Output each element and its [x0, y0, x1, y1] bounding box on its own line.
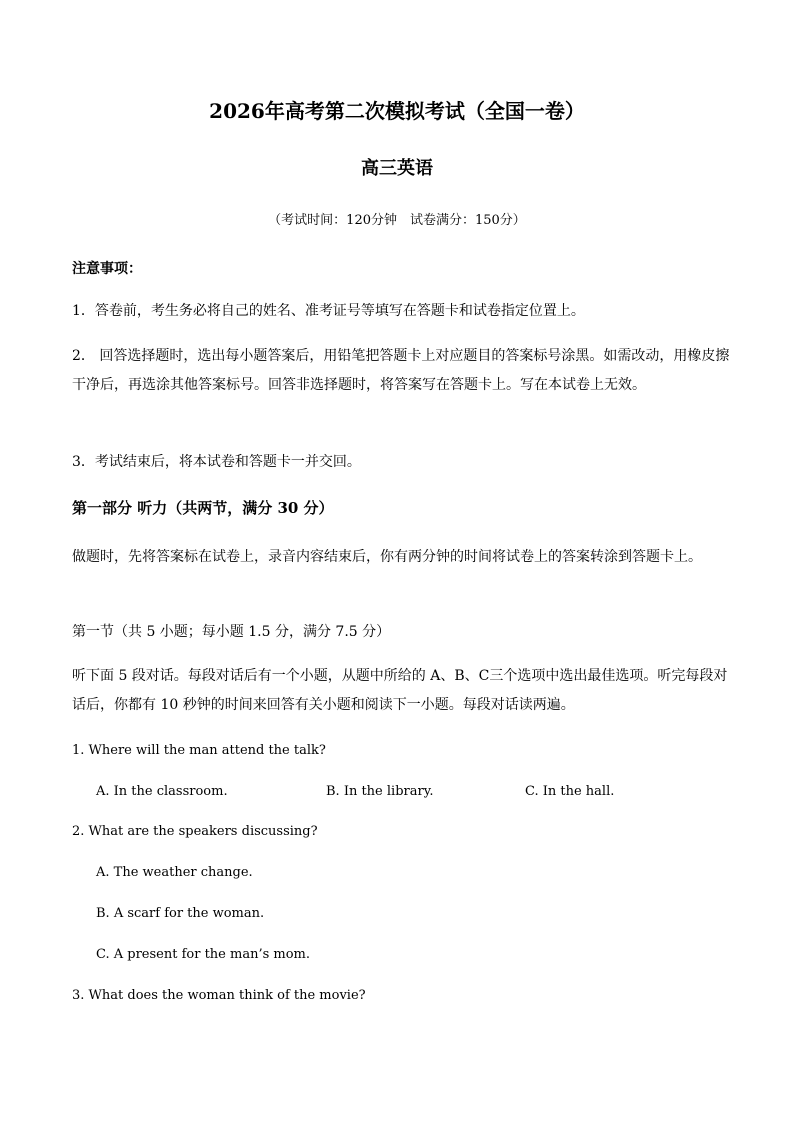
question-2-option-a: A. The weather change. — [96, 865, 253, 880]
notice-item-2: 2． 回答选择题时，选出每小题答案后，用铅笔把答题卡上对应题目的答案标号涂黑。如需改动，用橡皮擦干净后，再选涂其他答案标号。回答非选择题时，将答案写在答题卡上。写在本试卷上无效。 — [72, 348, 730, 393]
exam-time-and-score: （考试时间：120分钟 试卷满分：150分） — [268, 213, 526, 228]
notice-heading: 注意事项： — [72, 261, 142, 277]
part1-instructions: 做题时，先将答案标在试卷上，录音内容结束后，你有两分钟的时间将试卷上的答案转涂到答题卡上。 — [72, 549, 702, 565]
notice-item-3: 3．考试结束后，将本试卷和答题卡一并交回。 — [72, 454, 361, 470]
question-2-option-c: C. A present for the man’s mom. — [96, 947, 310, 962]
part1-heading: 第一部分 听力（共两节，满分 30 分） — [72, 499, 334, 517]
exam-title: 2026年高考第二次模拟考试（全国一卷） — [209, 99, 585, 123]
section1-heading: 第一节（共 5 小题；每小题 1.5 分，满分 7.5 分） — [72, 624, 391, 640]
question-1-option-b: B. In the library. — [326, 784, 434, 799]
question-1-option-a: A. In the classroom. — [96, 784, 228, 799]
question-1-options — [96, 779, 736, 805]
question-2-stem: 2. What are the speakers discussing? — [72, 824, 318, 839]
question-3-stem: 3. What does the woman think of the movie? — [72, 988, 366, 1003]
notice-item-1: 1．答卷前，考生务必将自己的姓名、准考证号等填写在答题卡和试卷指定位置上。 — [72, 303, 585, 319]
question-2-option-b: B. A scarf for the woman. — [96, 906, 265, 921]
question-1-stem: 1. Where will the man attend the talk? — [72, 743, 326, 758]
section1-instructions: 听下面 5 段对话。每段对话后有一个小题，从题中所给的 A、B、C三个选项中选出最佳选项。听完每段对话后，你都有 10 秒钟的时间来回答有关小题和阅读下一小题。每段对话读两遍。 — [72, 668, 728, 713]
question-1-option-c: C. In the hall. — [525, 784, 615, 799]
exam-subject: 高三英语 — [361, 158, 433, 179]
